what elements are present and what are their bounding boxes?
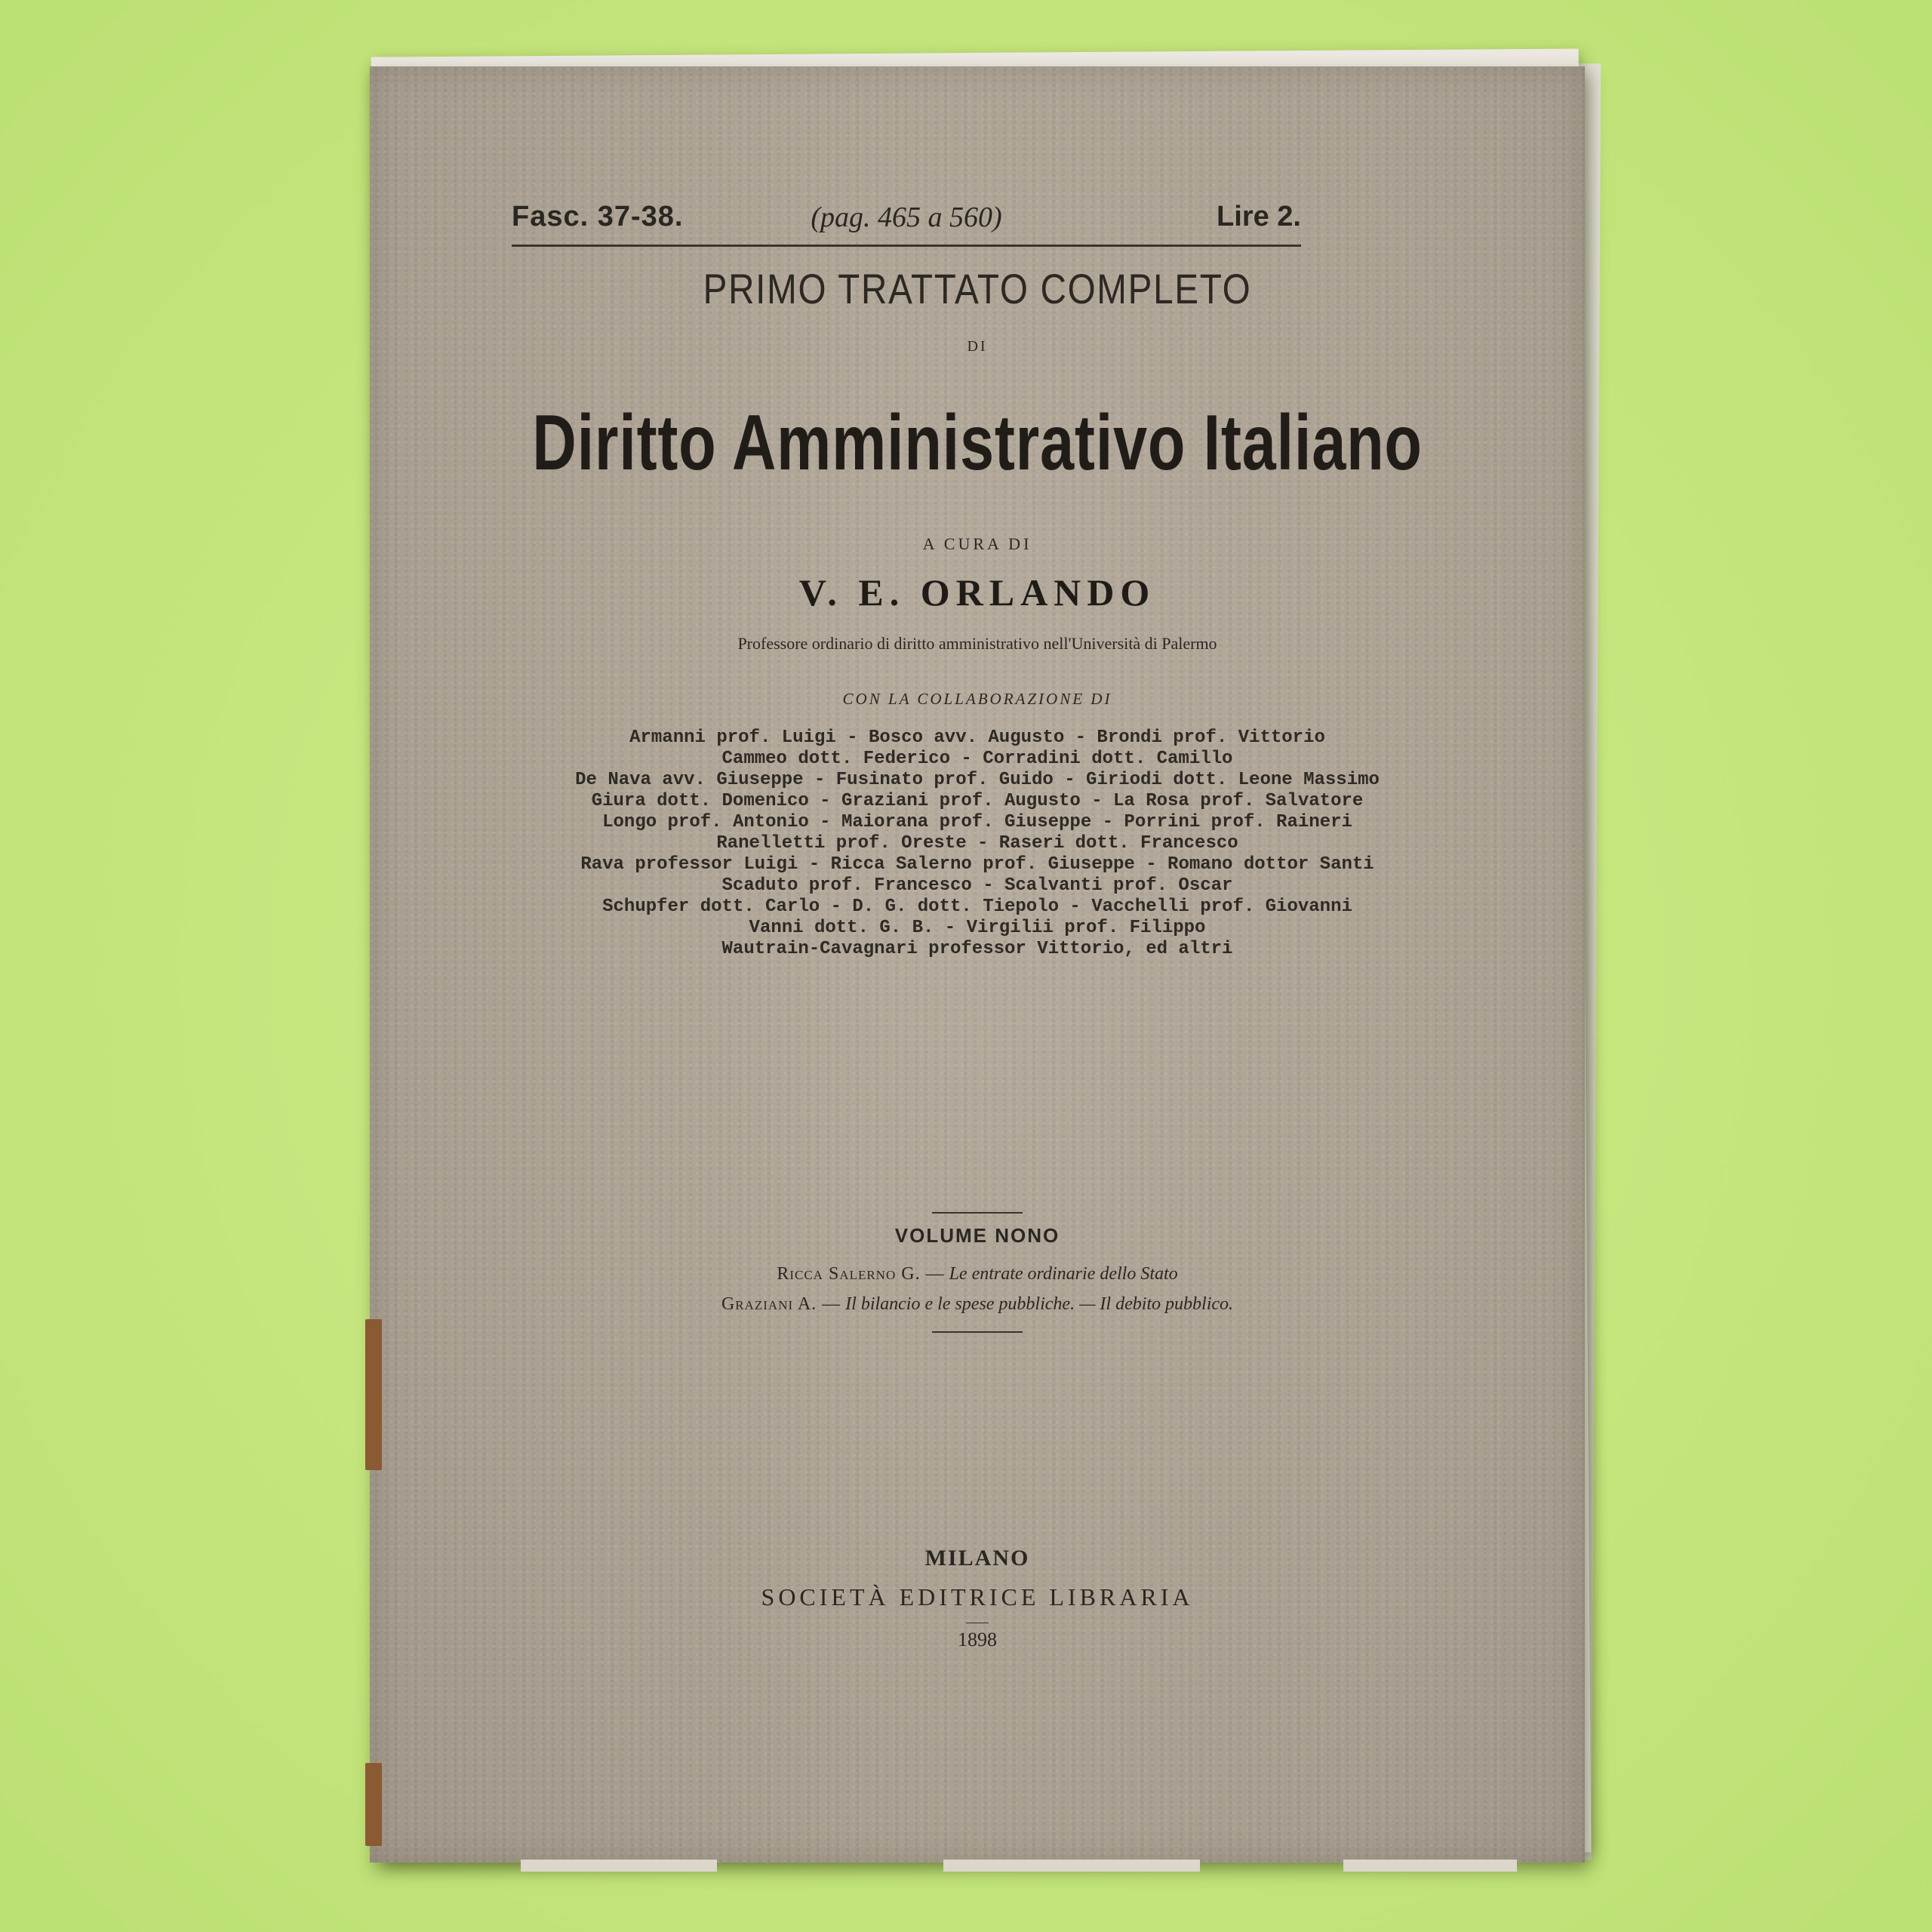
header-rule	[512, 245, 1301, 247]
spine-tear	[365, 1763, 382, 1846]
di-label: DI	[967, 338, 988, 355]
page-range: (pag. 465 a 560)	[811, 202, 1002, 233]
contents-title: Il bilancio e le spese pubbliche. — Il debito pubblico.	[845, 1294, 1234, 1314]
collaborators-list	[370, 728, 1585, 960]
divider-rule	[932, 1331, 1023, 1333]
header-line	[512, 201, 1301, 246]
contents-author: Graziani A. —	[721, 1294, 841, 1314]
collaboration-intro: CON LA COLLABORAZIONE DI	[842, 690, 1112, 708]
collaborator-line: Vanni dott. G. B. - Virgilii prof. Filippo	[749, 918, 1206, 938]
collaborator-line: Schupfer dott. Carlo - D. G. dott. Tiepolo - Vacchelli prof. Giovanni	[602, 897, 1352, 917]
price: Lire 2.	[1217, 201, 1301, 232]
contents-author: Ricca Salerno G. —	[777, 1264, 945, 1284]
volume-label: VOLUME NONO	[894, 1224, 1060, 1247]
bottom-edge-wear	[521, 1860, 717, 1872]
editor-role: Professore ordinario di diritto amministrativo nell'Università di Palermo	[737, 634, 1217, 653]
main-title: Diritto Amministrativo Italiano	[532, 399, 1423, 487]
a-cura-di-label: A CURA DI	[922, 534, 1032, 553]
spine-tear	[365, 1319, 382, 1470]
collaborator-line: Longo prof. Antonio - Maiorana prof. Giuseppe - Porrini prof. Raineri	[602, 812, 1352, 832]
editor-name: V. E. ORLANDO	[798, 571, 1156, 614]
collaborator-line: Rava professor Luigi - Ricca Salerno prof. Giuseppe - Romano dottor Santi	[580, 854, 1374, 875]
collaborator-line: Ranelletti prof. Oreste - Raseri dott. Francesco	[716, 833, 1238, 854]
publication-year: 1898	[958, 1629, 997, 1651]
contents-entry	[370, 1289, 1585, 1319]
collaborator-line: Scaduto prof. Francesco - Scalvanti prof. Oscar	[721, 875, 1233, 896]
series-title: PRIMO TRATTATO COMPLETO	[703, 265, 1252, 312]
fascicle-number: Fasc. 37-38.	[512, 201, 684, 232]
publication-city: MILANO	[924, 1546, 1030, 1571]
collaborator-line: Wautrain-Cavagnari professor Vittorio, ed altri	[721, 939, 1233, 959]
collaborator-line: De Nava avv. Giuseppe - Fusinato prof. Guido - Giriodi dott. Leone Massimo	[575, 770, 1380, 790]
contents-title: Le entrate ordinarie dello Stato	[949, 1264, 1178, 1284]
volume-contents	[370, 1259, 1585, 1319]
collaborator-line: Giura dott. Domenico - Graziani prof. Augusto - La Rosa prof. Salvatore	[591, 791, 1364, 811]
book-cover	[370, 66, 1585, 1863]
collaborator-line: Armanni prof. Luigi - Bosco avv. Augusto - Brondi prof. Vittorio	[629, 728, 1325, 748]
bottom-edge-wear	[943, 1860, 1200, 1872]
bottom-edge-wear	[1343, 1860, 1517, 1872]
publisher-name: SOCIETÀ EDITRICE LIBRARIA	[761, 1583, 1194, 1611]
divider-rule	[932, 1212, 1023, 1214]
collaborator-line: Cammeo dott. Federico - Corradini dott. Camillo	[721, 749, 1233, 769]
contents-entry	[370, 1259, 1585, 1289]
